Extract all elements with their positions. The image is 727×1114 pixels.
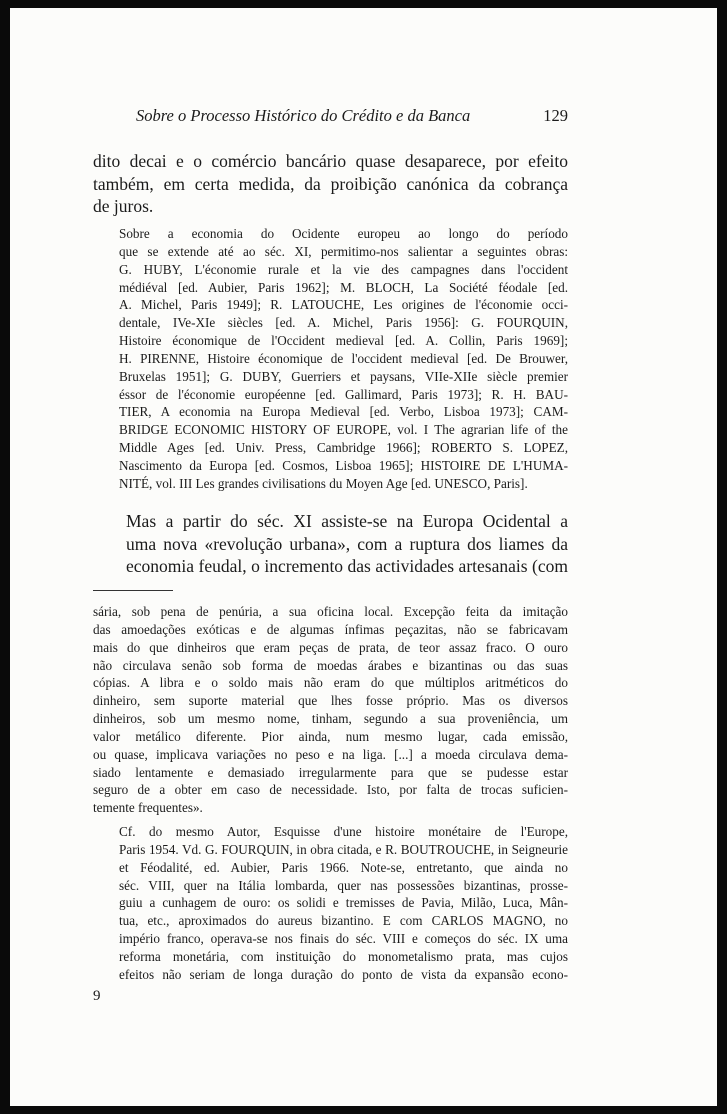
text-line: Nascimento da Europa [ed. Cosmos, Lisboa 1965]; HISTOIRE DE L'HUMA-	[119, 457, 568, 473]
text-line: tua, etc., aproximados do aureus bizantino. E com CARLOS MAGNO, no	[119, 913, 568, 929]
text-line: BRIDGE ECONOMIC HISTORY OF EUROPE, vol. I The agrarian life of the	[119, 422, 568, 438]
signature-mark: 9	[93, 988, 101, 1004]
text-line: temente frequentes».	[93, 800, 203, 816]
text-line: uma nova «revolução urbana», com a ruptura dos liames da	[126, 533, 568, 554]
text-line: Cf. do mesmo Autor, Esquisse d'une histoire monétaire de l'Europe,	[119, 824, 568, 839]
text-line: seguro de a obter em caso de necessidade. Isto, por falta de trocas suficien-	[93, 782, 568, 798]
text-line: dito decai e o comércio bancário quase desaparece, por efeito	[93, 151, 568, 171]
text-line: A. Michel, Paris 1949]; R. LATOUCHE, Les origines de l'économie occi-	[119, 297, 568, 313]
footnote-continuation	[93, 603, 568, 817]
text-line: cópias. A libra e o soldo mais não eram do que múltiplos aritméticos do	[93, 675, 568, 691]
text-line: Paris 1954. Vd. G. FOURQUIN, in obra citada, e R. BOUTROUCHE, in Seigneurie	[119, 841, 568, 857]
text-line: NITÉ, vol. III Les grandes civilisations du Moyen Age [ed. UNESCO, Paris].	[119, 475, 528, 491]
text-line: médiéval [ed. Aubier, Paris 1962]; M. BLOCH, La Société féodale [ed.	[119, 279, 568, 295]
text-line: dinheiro, sem suporte material que lhes fosse próprio. Mas os diversos	[93, 693, 568, 709]
text-line: G. HUBY, L'économie rurale et la vie des campagnes dans l'occident	[119, 261, 568, 277]
footnote-references	[93, 823, 568, 984]
text-line: Histoire économique de l'Occident medieval [ed. A. Collin, Paris 1969];	[119, 333, 568, 349]
text-line: Sobre a economia do Ocidente europeu ao longo do período	[119, 226, 568, 241]
text-line: Bruxelas 1951]; G. DUBY, Guerriers et paysans, VIIe-XIIe siècle premier	[119, 368, 568, 384]
text-line: das amoedações exóticas e de algumas ínfimas peçazitas, não se fabricavam	[93, 621, 568, 637]
text-line: sária, sob pena de penúria, a sua oficina local. Excepção feita da imitação	[93, 604, 568, 619]
text-line: reforma monetária, com instituição do monometalismo prata, mas cujos	[119, 948, 568, 964]
paragraph-urban-revolution	[93, 510, 568, 578]
page-number: 129	[543, 106, 568, 125]
text-line: guiu a cunhagem de ouro: os solidi e tremisses de Pavia, Milão, Luca, Mân-	[119, 895, 568, 911]
paragraph-intro	[93, 150, 568, 218]
text-line: império franco, operava-se nos finais do séc. VIII e começos do séc. IX uma	[119, 931, 568, 947]
text-line: mais do que dinheiros que eram peças de prata, de teor assaz fraco. O ouro	[93, 639, 568, 655]
running-title: Sobre o Processo Histórico do Crédito e da Banca	[136, 106, 471, 125]
text-line: de juros.	[93, 196, 154, 216]
text-line: et Féodalité, ed. Aubier, Paris 1966. Note-se, entretanto, que ainda no	[119, 859, 568, 875]
text-line: ou quase, implicava variações no peso e na liga. [...] a moeda circulava dema-	[93, 746, 568, 762]
text-line: economia feudal, o incremento das actividades artesanais (com	[126, 556, 568, 576]
text-line: não circulava senão sob forma de moedas árabes e bizantinas ou das suas	[93, 657, 568, 673]
text-line: dentale, IVe-XIe siècles [ed. A. Michel, Paris 1956]: G. FOURQUIN,	[119, 315, 568, 331]
footnote-rule	[93, 590, 173, 591]
text-line: H. PIRENNE, Histoire économique de l'occident medieval [ed. De Brouwer,	[119, 350, 568, 366]
bibliography-note	[93, 225, 568, 493]
text-line: séc. VIII, quer na Itália lombarda, quer nas possessões bizantinas, prosse-	[119, 877, 568, 893]
text-line: dinheiros, sob um mesmo nome, tinham, segundo a sua proveniência, um	[93, 711, 568, 727]
text-line: também, em certa medida, da proibição canónica da cobrança	[93, 173, 568, 194]
running-head	[136, 106, 568, 126]
text-line: éssor de l'économie européenne [ed. Gallimard, Paris 1973]; R. H. BAU-	[119, 386, 568, 402]
text-line: efeitos não seriam de longa duração do ponto de vista da expansão econo-	[119, 966, 568, 982]
text-line: Mas a partir do séc. XI assiste-se na Europa Ocidental a	[126, 511, 568, 531]
text-line: valor metálico diferente. Pior ainda, num mesmo lugar, cada emissão,	[93, 728, 568, 744]
text-line: que se extende até ao séc. XI, permitimo-nos salientar a seguintes obras:	[119, 243, 568, 259]
text-line: TIER, A economia na Europa Medieval [ed. Verbo, Lisboa 1973]; CAM-	[119, 404, 568, 420]
text-line: Middle Ages [ed. Univ. Press, Cambridge 1966]; ROBERTO S. LOPEZ,	[119, 440, 568, 456]
text-line: siado lentamente e demasiado irregularmente para que se pudesse estar	[93, 764, 568, 780]
